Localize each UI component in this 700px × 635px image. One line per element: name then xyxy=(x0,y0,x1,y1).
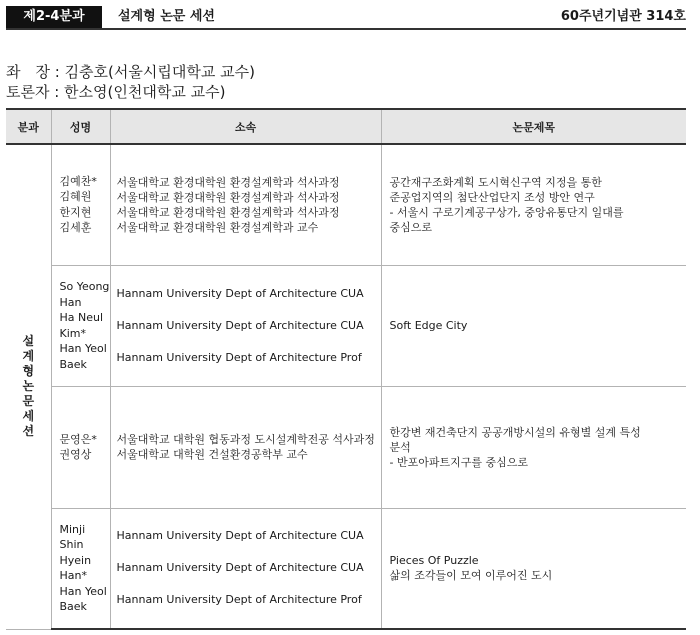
table-row xyxy=(6,386,686,508)
paper-title-line: Pieces Of Puzzle xyxy=(389,554,479,568)
affiliation-cell xyxy=(110,508,381,629)
affiliation-line: 서울대학교 대학원 협동과정 도시설계학전공 석사과정 xyxy=(116,433,375,446)
author-name: Baek xyxy=(59,600,87,614)
schedule-table xyxy=(6,108,686,630)
table-row xyxy=(6,508,686,629)
affiliation-line: Hannam University Dept of Architecture CUA xyxy=(116,318,364,332)
affiliation-cell xyxy=(110,144,381,265)
author-name: 김세훈 xyxy=(59,221,92,235)
paper-title-line: 준공업지역의 첨단산업단지 조성 방안 연구 xyxy=(389,190,595,204)
paper-title-cell xyxy=(381,508,686,629)
affiliation-line: Hannam University Dept of Architecture CUA xyxy=(116,561,364,575)
paper-title-line: 한강변 재건축단지 공공개방시설의 유형별 설계 특성 xyxy=(389,425,641,439)
affiliation-line: Hannam University Dept of Architecture Prof xyxy=(116,593,362,607)
column-header-name: 성명 xyxy=(51,109,110,144)
author-name: Ha Neul xyxy=(59,311,104,324)
paper-title-line: 공간재구조화계획 도시혁신구역 지정을 통한 xyxy=(389,175,602,189)
paper-title-line: 삶의 조각들이 모여 이루어진 도시 xyxy=(389,569,553,583)
section-label-cell xyxy=(6,144,51,629)
paper-title-cell xyxy=(381,265,686,386)
column-header-paper-title: 논문제목 xyxy=(381,109,686,144)
author-name: Han xyxy=(59,295,82,309)
author-name: 문영은* xyxy=(59,432,97,446)
affiliation-line: 서울대학교 대학원 건설환경공학부 교수 xyxy=(116,448,308,461)
session-header xyxy=(6,6,686,30)
author-name: 한지현 xyxy=(59,205,92,219)
names-cell xyxy=(51,144,110,265)
author-name: Kim* xyxy=(59,326,86,340)
affiliation-line: 서울대학교 환경대학원 환경설계학과 교수 xyxy=(116,220,319,234)
affiliation-line: 서울대학교 환경대학원 환경설계학과 석사과정 xyxy=(116,205,340,219)
author-name: Minji xyxy=(59,522,86,536)
session-code-badge: 제2-4분과 xyxy=(6,6,102,28)
affiliation-line: Hannam University Dept of Architecture Prof xyxy=(116,350,362,364)
section-label: 설계형 논문 세션 xyxy=(22,334,35,439)
affiliation-cell xyxy=(110,265,381,386)
author-name: 김예찬* xyxy=(59,174,97,188)
table-row xyxy=(6,265,686,386)
author-name: Han Yeol xyxy=(59,342,107,355)
discussant-line: 토론자 : 한소영(인천대학교 교수) xyxy=(6,83,226,101)
table-header-row xyxy=(6,109,686,144)
names-cell xyxy=(51,386,110,508)
paper-title-line: - 반포아파트지구를 중심으로 xyxy=(389,455,528,469)
session-title: 설계형 논문 세션 xyxy=(118,9,215,24)
session-room: 60주년기념관 314호 xyxy=(560,9,686,24)
paper-title-line: Soft Edge City xyxy=(389,319,468,332)
affiliation-line: Hannam University Dept of Architecture CUA xyxy=(116,529,364,543)
column-header-affiliation: 소속 xyxy=(110,109,381,144)
affiliation-line: 서울대학교 환경대학원 환경설계학과 석사과정 xyxy=(116,190,340,204)
paper-title-cell xyxy=(381,386,686,508)
column-header-section: 분과 xyxy=(6,109,51,144)
author-name: Baek xyxy=(59,357,87,371)
author-name: So Yeong xyxy=(59,280,110,293)
table-row xyxy=(6,144,686,265)
names-cell xyxy=(51,508,110,629)
affiliation-line: Hannam University Dept of Architecture CUA xyxy=(116,286,364,300)
paper-title-cell xyxy=(381,144,686,265)
chair-line: 좌 장 : 김충호(서울시립대학교 교수) xyxy=(6,63,255,81)
affiliation-cell xyxy=(110,386,381,508)
session-people xyxy=(6,62,255,102)
affiliation-line: 서울대학교 환경대학원 환경설계학과 석사과정 xyxy=(116,175,340,189)
paper-title-line: 분석 xyxy=(389,440,411,454)
author-name: 김혜원 xyxy=(59,190,92,204)
paper-title-line: 중심으로 xyxy=(389,220,433,234)
author-name: Shin xyxy=(59,538,84,552)
author-name: Han Yeol xyxy=(59,584,107,598)
author-name: Hyein xyxy=(59,553,92,567)
author-name: 권영상 xyxy=(59,448,92,461)
paper-title-line: - 서울시 구로기계공구상가, 중앙유통단지 일대를 xyxy=(389,205,624,219)
names-cell xyxy=(51,265,110,386)
author-name: Han* xyxy=(59,569,87,583)
